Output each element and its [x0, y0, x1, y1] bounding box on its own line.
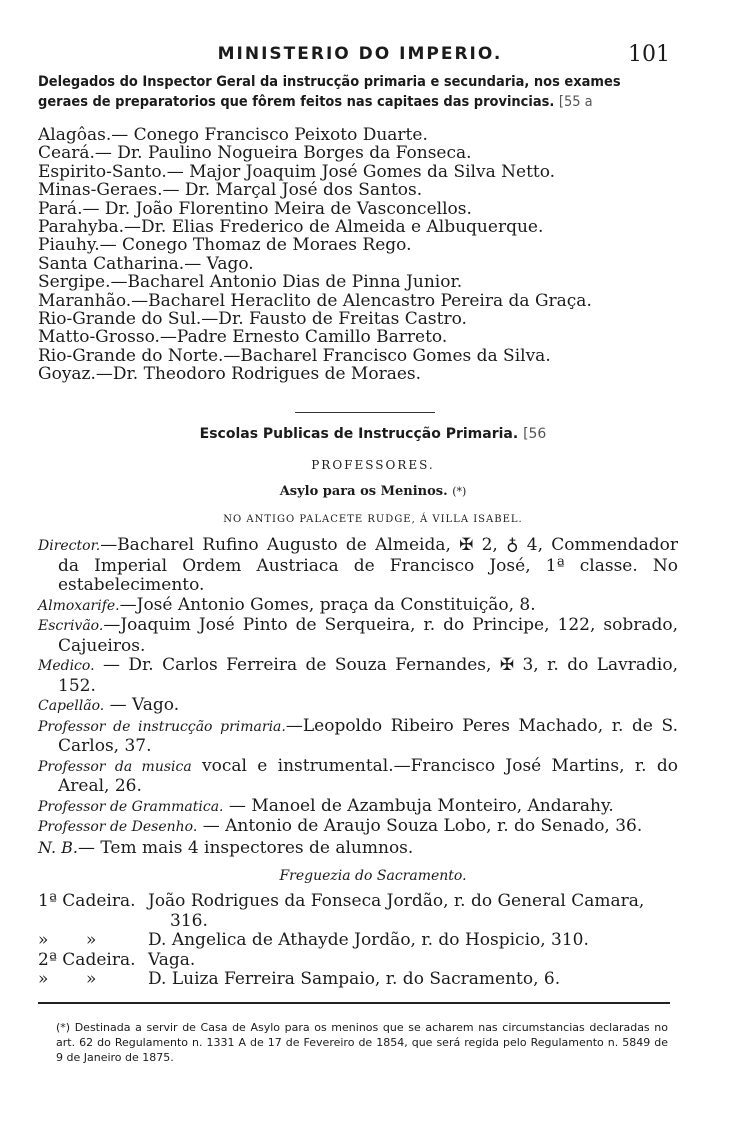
staff-role: Professor de instrucção primaria. — [38, 718, 286, 735]
ditto-mark: » — [38, 930, 49, 951]
freguezia-heading: Freguezia do Sacramento. — [279, 868, 467, 884]
escolas-heading-text: Escolas Publicas de Instrucção Primaria. — [199, 426, 519, 442]
delegado-line: Espirito-Santo.— Major Joaquim José Gomes da Silva Netto. — [38, 161, 556, 182]
ditto-marks — [38, 970, 148, 990]
asylo-title-text: Asylo para os Meninos. — [279, 484, 448, 499]
staff-role: Escrivão. — [38, 618, 104, 634]
footnote-marker: (*) — [452, 485, 467, 498]
staff-entry — [38, 817, 678, 838]
staff-text: — Manoel de Azambuja Monteiro, Andarahy. — [223, 795, 614, 816]
cadeiras-list — [38, 892, 678, 990]
staff-text: — Antonio de Araujo Souza Lobo, r. do Senado, 36. — [197, 816, 643, 836]
running-header — [0, 40, 746, 70]
staff-entry — [38, 717, 678, 757]
delegado-line: Piauhy.— Conego Thomaz de Moraes Rego. — [38, 235, 412, 256]
cadeira-text: D. Angelica de Athayde Jordão, r. do Hospicio, 310. — [148, 930, 589, 951]
staff-role: Medico. — [38, 658, 95, 674]
ditto-mark: » — [38, 969, 49, 990]
footnote-divider — [38, 1002, 670, 1004]
staff-text: — Dr. Carlos Ferreira de Souza Fernandes, ✠ 3, r. do Lavradio, 152. — [58, 655, 678, 696]
cadeira-text: João Rodrigues da Fonseca Jordão, r. do General Camara, — [148, 891, 645, 911]
delegado-line: Parahyba.—Dr. Elias Frederico de Almeida e Albuquerque. — [38, 217, 544, 238]
cadeira-row — [38, 970, 678, 990]
escolas-heading — [0, 426, 746, 442]
staff-role: Capellão. — [38, 698, 105, 714]
cadeira-row — [38, 951, 678, 971]
ditto-mark: » — [86, 930, 97, 951]
staff-text: — Vago. — [104, 695, 180, 715]
page-title: MINISTERIO DO IMPERIO. — [217, 44, 503, 64]
nota-bene-text: — Tem mais 4 inspectores de alumnos. — [78, 837, 414, 858]
asylo-title — [0, 484, 746, 499]
delegado-line: Rio-Grande do Sul.—Dr. Fausto de Freitas Castro. — [38, 309, 467, 330]
staff-entry — [38, 596, 678, 617]
nota-bene — [38, 838, 678, 859]
ditto-mark: » — [86, 969, 97, 990]
staff-entry — [38, 656, 678, 696]
delegados-heading-ref: [55 a — [558, 94, 593, 110]
staff-text: —Joaquim José Pinto de Serqueira, r. do Principe, 122, sobrado, Cajueiros. — [58, 615, 678, 656]
staff-text: —Bacharel Rufino Augusto de Almeida, ✠ 2, ♁ 4, Commendador da Imperial Ordem Austriaca de Francisco José, 1ª classe. No estabelecimento. — [58, 535, 678, 595]
staff-entry — [38, 757, 678, 797]
delegados-heading — [38, 72, 633, 112]
staff-entry — [38, 536, 678, 596]
cadeira-row — [38, 892, 678, 912]
staff-entry — [38, 797, 678, 818]
staff-text: —Leopoldo Ribeiro Peres Machado, r. de S. Carlos, 37. — [58, 715, 678, 756]
staff-text: —José Antonio Gomes, praça da Constituição, 8. — [119, 594, 536, 615]
delegado-line: Ceará.— Dr. Paulino Nogueira Borges da Fonseca. — [38, 143, 472, 164]
cadeira-label: 1ª Cadeira. — [38, 891, 136, 911]
asylo-address: NO ANTIGO PALACETE RUDGE, Á VILLA ISABEL. — [223, 514, 523, 525]
delegado-line: Alagôas.— Conego Francisco Peixoto Duarte. — [38, 125, 428, 145]
delegado-line: Goyaz.—Dr. Theodoro Rodrigues de Moraes. — [38, 364, 422, 385]
delegado-line: Maranhão.—Bacharel Heraclito de Alencastro Pereira da Graça. — [38, 290, 592, 311]
staff-role: Almoxarife. — [38, 597, 120, 614]
staff-role: Professor da musica — [38, 758, 192, 775]
footnote: (*) Destinada a servir de Casa de Asylo para os meninos que se acharem nas circumstancias declaradas no art. 62 do Regulamento n. 1331 A de 17 de Fevereiro de 1854, que será regida pelo Regulamento n. 5849 de 9 de Janeiro de 1875. — [56, 1021, 668, 1064]
cadeira-text: Vaga. — [148, 949, 196, 970]
cadeira-continuation: 316. — [170, 910, 208, 931]
delegado-line: Pará.— Dr. João Florentino Meira de Vasconcellos. — [38, 198, 472, 219]
page-number: 101 — [628, 42, 670, 67]
professores-subheading: PROFESSORES. — [311, 458, 435, 472]
delegado-line: Matto-Grosso.—Padre Ernesto Camillo Barreto. — [38, 327, 448, 348]
delegado-line: Rio-Grande do Norte.—Bacharel Francisco Gomes da Silva. — [38, 345, 551, 366]
staff-role: Professor de Grammatica. — [38, 798, 224, 815]
staff-entry — [38, 616, 678, 656]
staff-text: vocal e instrumental.—Francisco José Martins, r. do Areal, 26. — [58, 755, 678, 796]
delegado-line: Santa Catharina.— Vago. — [38, 253, 254, 274]
delegados-heading-text: Delegados do Inspector Geral da instrucção primaria e secundaria, nos exames geraes de preparatorios que fôrem feitos nas capitaes das provincias. — [38, 74, 621, 110]
staff-list — [38, 536, 678, 858]
escolas-heading-ref: [56 — [523, 426, 547, 442]
ditto-marks — [38, 931, 148, 951]
staff-role: Professor de Desenho. — [38, 819, 198, 835]
delegado-line: Minas-Geraes.— Dr. Marçal José dos Santos. — [38, 180, 423, 201]
delegados-list — [38, 126, 718, 384]
staff-entry — [38, 696, 678, 717]
nota-bene-label: N. B. — [38, 837, 78, 857]
cadeira-row — [38, 931, 678, 951]
staff-role: Director. — [38, 538, 101, 554]
cadeira-text: D. Luiza Ferreira Sampaio, r. do Sacramento, 6. — [148, 969, 561, 990]
section-divider — [295, 412, 435, 413]
delegado-line: Sergipe.—Bacharel Antonio Dias de Pinna Junior. — [38, 272, 463, 293]
cadeira-label: 2ª Cadeira. — [38, 949, 136, 970]
